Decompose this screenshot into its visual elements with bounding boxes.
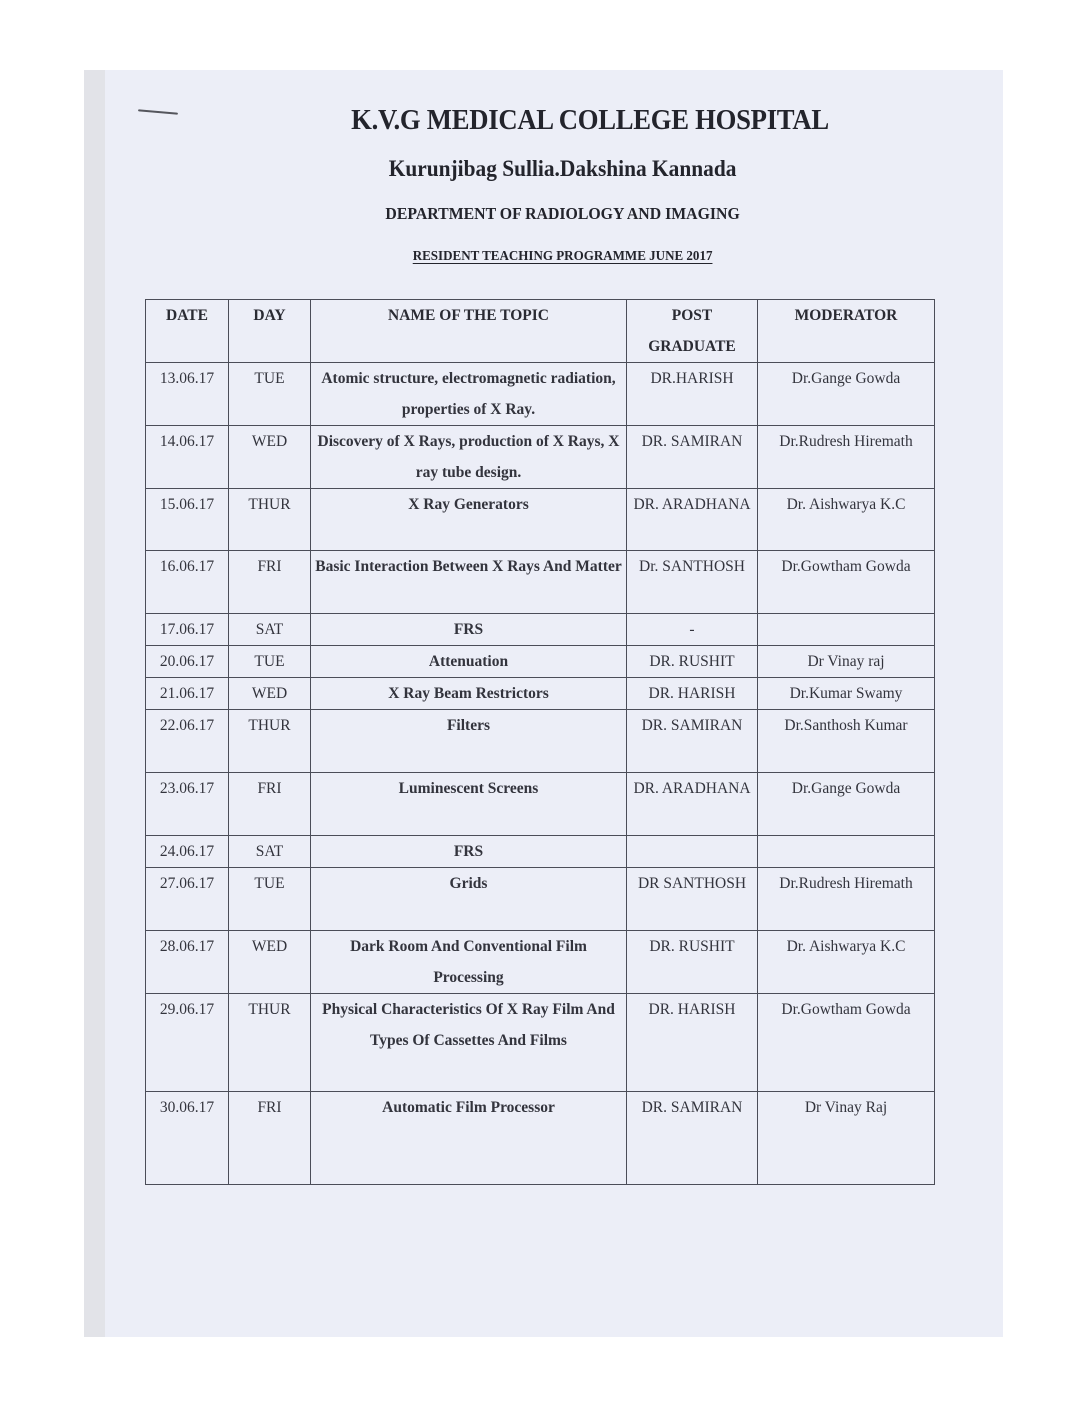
cell-post-graduate: DR. RUSHIT [627,931,758,994]
cell-day: SAT [229,614,311,646]
cell-date: 28.06.17 [146,931,229,994]
cell-day: TUE [229,868,311,931]
cell-day: FRI [229,1092,311,1185]
cell-date: 20.06.17 [146,646,229,678]
table-row [146,363,935,426]
cell-date: 13.06.17 [146,363,229,426]
table-row [146,836,935,868]
cell-post-graduate: DR. ARADHANA [627,489,758,551]
cell-post-graduate: DR. SAMIRAN [627,1092,758,1185]
cell-date: 24.06.17 [146,836,229,868]
table-row [146,931,935,994]
header-post-graduate-line1: POST [671,307,713,324]
header-topic: NAME OF THE TOPIC [311,300,627,363]
cell-date: 23.06.17 [146,773,229,836]
cell-topic: FRS [311,614,627,646]
table-row [146,994,935,1092]
cell-date: 22.06.17 [146,710,229,773]
department-heading: DEPARTMENT OF RADIOLOGY AND IMAGING [385,204,740,223]
cell-moderator [758,614,935,646]
cell-day: FRI [229,551,311,614]
table-row [146,489,935,551]
table-header-row [146,300,935,363]
cell-topic: Automatic Film Processor [311,1092,627,1185]
cell-topic: Attenuation [311,646,627,678]
cell-topic: Basic Interaction Between X Rays And Matter [311,551,627,614]
cell-date: 30.06.17 [146,1092,229,1185]
cell-day: WED [229,931,311,994]
cell-moderator: Dr.Rudresh Hiremath [758,426,935,489]
cell-topic: Luminescent Screens [311,773,627,836]
cell-date: 29.06.17 [146,994,229,1092]
cell-day: SAT [229,836,311,868]
cell-date: 21.06.17 [146,678,229,710]
cell-day: TUE [229,363,311,426]
cell-moderator: Dr.Gange Gowda [758,363,935,426]
cell-topic: Atomic structure, electromagnetic radiation, properties of X Ray. [311,363,627,426]
cell-day: WED [229,426,311,489]
cell-day: WED [229,678,311,710]
header-post-graduate [627,300,758,363]
cell-post-graduate [627,836,758,868]
table-row [146,678,935,710]
cell-moderator: Dr. Aishwarya K.C [758,489,935,551]
cell-day: FRI [229,773,311,836]
cell-topic: Dark Room And Conventional Film Processing [311,931,627,994]
cell-moderator: Dr Vinay raj [758,646,935,678]
cell-moderator: Dr Vinay Raj [758,1092,935,1185]
cell-moderator: Dr.Rudresh Hiremath [758,868,935,931]
cell-post-graduate: Dr. SANTHOSH [627,551,758,614]
cell-post-graduate: DR SANTHOSH [627,868,758,931]
location-subtitle: Kurunjibag Sullia.Dakshina Kannada [388,156,737,181]
cell-post-graduate: DR. HARISH [627,994,758,1092]
cell-moderator: Dr.Gowtham Gowda [758,551,935,614]
cell-post-graduate: DR. HARISH [627,678,758,710]
cell-day: TUE [229,646,311,678]
table-row [146,868,935,931]
table-row [146,1092,935,1185]
header-moderator: MODERATOR [758,300,935,363]
cell-topic: Discovery of X Rays, production of X Rays, X ray tube design. [311,426,627,489]
cell-post-graduate: DR. ARADHANA [627,773,758,836]
cell-date: 27.06.17 [146,868,229,931]
table-row [146,426,935,489]
cell-moderator: Dr.Gange Gowda [758,773,935,836]
cell-topic: Grids [311,868,627,931]
table-row [146,551,935,614]
header-post-graduate-line2: GRADUATE [648,338,736,355]
cell-date: 16.06.17 [146,551,229,614]
cell-moderator: Dr.Gowtham Gowda [758,994,935,1092]
header-date: DATE [146,300,229,363]
cell-post-graduate: DR. SAMIRAN [627,710,758,773]
cell-moderator [758,836,935,868]
cell-moderator: Dr.Santhosh Kumar [758,710,935,773]
table-row [146,646,935,678]
table-row [146,614,935,646]
cell-post-graduate: DR. SAMIRAN [627,426,758,489]
cell-post-graduate: DR. RUSHIT [627,646,758,678]
table-row [146,710,935,773]
cell-topic: X Ray Generators [311,489,627,551]
cell-day: THUR [229,710,311,773]
cell-date: 14.06.17 [146,426,229,489]
programme-heading: RESIDENT TEACHING PROGRAMME JUNE 2017 [412,249,713,264]
cell-topic: FRS [311,836,627,868]
header-day: DAY [229,300,311,363]
cell-day: THUR [229,489,311,551]
cell-day: THUR [229,994,311,1092]
table-body [146,363,935,1185]
cell-date: 17.06.17 [146,614,229,646]
cell-topic: X Ray Beam Restrictors [311,678,627,710]
cell-moderator: Dr.Kumar Swamy [758,678,935,710]
table-row [146,773,935,836]
cell-topic: Physical Characteristics Of X Ray Film And Types Of Cassettes And Films [311,994,627,1092]
cell-topic: Filters [311,710,627,773]
cell-post-graduate: - [627,614,758,646]
institution-title: K.V.G MEDICAL COLLEGE HOSPITAL [351,104,829,136]
cell-date: 15.06.17 [146,489,229,551]
cell-moderator: Dr. Aishwarya K.C [758,931,935,994]
teaching-schedule-table [145,299,935,1185]
cell-post-graduate: DR.HARISH [627,363,758,426]
